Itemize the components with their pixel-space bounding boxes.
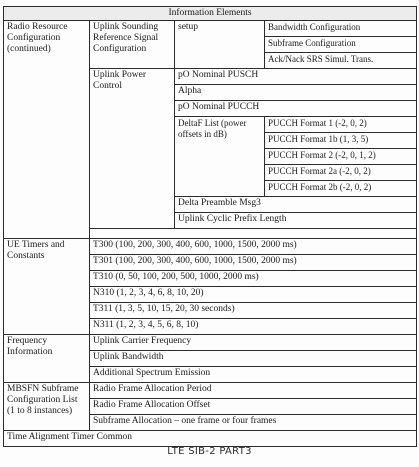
alpha: Alpha <box>175 85 417 101</box>
ue-timers-label: UE Timers and Constants <box>4 239 90 335</box>
information-elements-table <box>3 6 417 447</box>
srs-item: Subframe Configuration <box>265 37 417 53</box>
frequency-item: Uplink Carrier Frequency <box>90 335 417 351</box>
table-row <box>4 239 417 255</box>
pucch-format: PUCCH Format 1 (-2, 0, 2) <box>265 117 417 133</box>
ue-timer-item: N311 (1, 2, 3, 4, 5, 6, 8, 10) <box>90 319 417 335</box>
table-row <box>4 431 417 447</box>
table-row <box>4 383 417 399</box>
ue-timer-item: T311 (1, 3, 5, 10, 15, 20, 30 seconds) <box>90 303 417 319</box>
p0-nominal-pucch: pO Nominal PUCCH <box>175 101 417 117</box>
uplink-srs-label: Uplink Sounding Reference Signal Configuration <box>90 21 175 69</box>
mbsfn-label: MBSFN Subframe Configuration List (1 to 8 instances) <box>4 383 90 431</box>
pucch-format: PUCCH Format 2b (-2, 0, 2) <box>265 181 417 197</box>
mbsfn-item: Radio Frame Allocation Offset <box>90 399 417 415</box>
uplink-power-label: Uplink Power Control <box>90 69 175 229</box>
srs-item: Bandwidth Configuration <box>265 21 417 37</box>
pucch-format: PUCCH Format 2a (-2, 0, 2) <box>265 165 417 181</box>
uplink-cyclic-prefix-length: Uplink Cyclic Prefix Length <box>175 213 417 229</box>
delta-preamble-msg3: Delta Preamble Msg3 <box>175 197 417 213</box>
mbsfn-item: Radio Frame Allocation Period <box>90 383 417 399</box>
pucch-format: PUCCH Format 1b (1, 3, 5) <box>265 133 417 149</box>
rrc-label: Radio Resource Configuration (continued) <box>4 21 90 239</box>
srs-item: Ack/Nack SRS Simul. Trans. <box>265 53 417 69</box>
table-row <box>4 21 417 37</box>
ue-timer-item: T310 (0, 50, 100, 200, 500, 1000, 2000 ms) <box>90 271 417 287</box>
pucch-format: PUCCH Format 2 (-2, 0, 1, 2) <box>265 149 417 165</box>
image-caption: LTE SIB-2 PART3 <box>167 446 252 457</box>
frequency-info-label: Frequency Information <box>4 335 90 383</box>
table-row <box>4 335 417 351</box>
spacer-cell <box>90 229 417 239</box>
time-alignment-timer: Time Alignment Timer Common <box>4 431 417 447</box>
ue-timer-item: T301 (100, 200, 300, 400, 600, 1000, 1500, 2000 ms) <box>90 255 417 271</box>
srs-setup-label: setup <box>175 21 265 69</box>
mbsfn-item: Subframe Allocation – one frame or four frames <box>90 415 417 431</box>
frequency-item: Uplink Bandwidth <box>90 351 417 367</box>
ue-timer-item: T300 (100, 200, 300, 400, 600, 1000, 1500, 2000 ms) <box>90 239 417 255</box>
frequency-item: Additional Spectrum Emission <box>90 367 417 383</box>
p0-nominal-pusch: pO Nominal PUSCH <box>175 69 417 85</box>
table-header: Information Elements <box>4 7 417 21</box>
ue-timer-item: N310 (1, 2, 3, 4, 6, 8, 10, 20) <box>90 287 417 303</box>
deltaf-list-label: DeltaF List (power offsets in dB) <box>175 117 265 197</box>
table-header-row <box>4 7 417 21</box>
